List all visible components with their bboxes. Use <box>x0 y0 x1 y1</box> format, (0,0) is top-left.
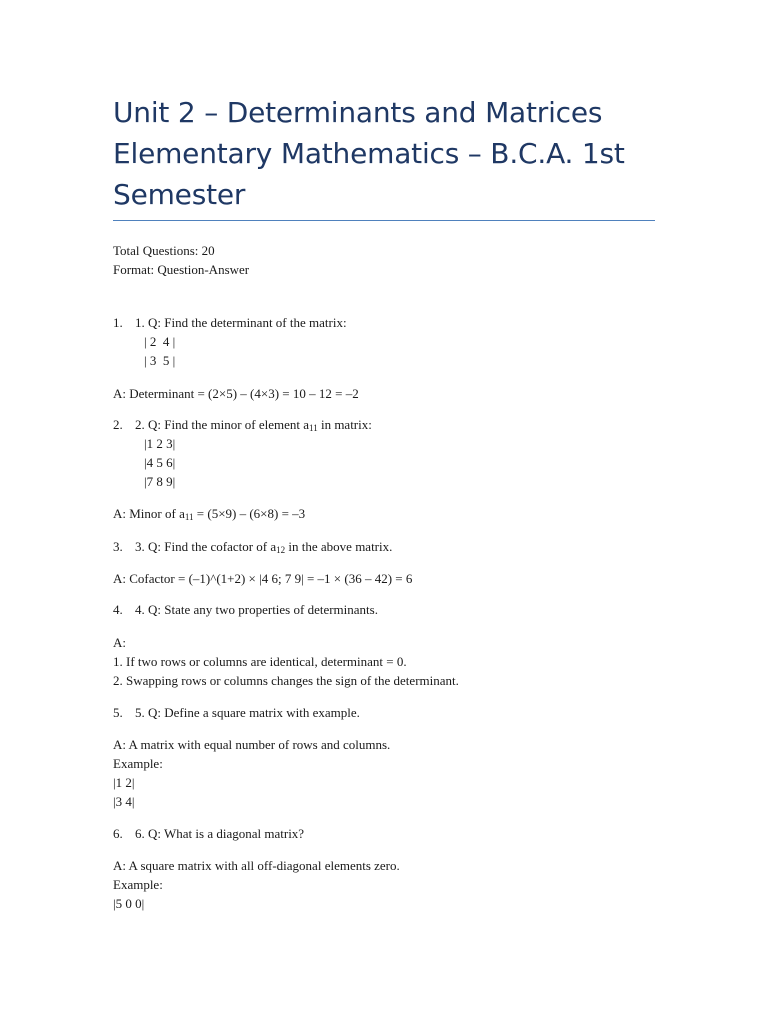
question-text: 1. Q: Find the determinant of the matrix: <box>135 315 347 330</box>
question-text <box>135 537 392 556</box>
matrix-row: |7 8 9| <box>144 474 176 489</box>
title-line-3: Semester <box>113 178 246 211</box>
title-divider <box>113 220 655 221</box>
question-1 <box>113 313 673 332</box>
question-text-part: in matrix: <box>317 417 372 432</box>
answer-text: 1. If two rows or columns are identical, determinant = 0. <box>113 654 407 669</box>
format-text: Format: Question-Answer <box>113 262 250 277</box>
answer-text-part: = (5×9) – (6×8) = –3 <box>193 506 306 521</box>
question-text-part: 3. Q: Find the cofactor of a <box>135 539 277 554</box>
subscript: 12 <box>276 545 286 555</box>
subscript: 11 <box>309 423 318 433</box>
answer-block-1 <box>113 384 673 403</box>
question-block-3 <box>113 537 673 556</box>
question-text-part: in the above matrix. <box>285 539 393 554</box>
question-number: 1. <box>113 315 123 330</box>
question-text: 5. Q: Define a square matrix with example. <box>135 705 360 720</box>
document-title <box>113 92 673 215</box>
question-number: 3. <box>113 539 123 554</box>
answer-block-6 <box>113 856 673 913</box>
matrix-row: |3 4| <box>113 794 135 809</box>
question-2 <box>113 415 673 434</box>
answer-block-2 <box>113 504 673 523</box>
question-3 <box>113 537 673 556</box>
answer-block-3 <box>113 569 673 588</box>
matrix-row: |1 2 3| <box>144 436 176 451</box>
question-5 <box>113 703 673 722</box>
question-block-5 <box>113 703 673 722</box>
answer-text <box>113 504 673 523</box>
question-block-4 <box>113 600 673 619</box>
answer-block-5 <box>113 735 673 811</box>
question-text-part: 2. Q: Find the minor of element a <box>135 417 310 432</box>
question-block-6 <box>113 824 673 843</box>
question-6 <box>113 824 673 843</box>
answer-text: A: Determinant = (2×5) – (4×3) = 10 – 12 = –2 <box>113 386 359 401</box>
question-number: 5. <box>113 705 123 720</box>
answer-text: A: A matrix with equal number of rows and columns. <box>113 737 391 752</box>
answer-text: A: A square matrix with all off-diagonal elements zero. <box>113 858 400 873</box>
total-questions-text: Total Questions: 20 <box>113 243 215 258</box>
matrix-row: | 3 5 | <box>144 353 176 368</box>
matrix-row: |5 0 0| <box>113 896 145 911</box>
matrix-row: |1 2| <box>113 775 135 790</box>
answer-text: 2. Swapping rows or columns changes the sign of the determinant. <box>113 673 459 688</box>
matrix-row: | 2 4 | <box>144 334 176 349</box>
question-number: 6. <box>113 826 123 841</box>
answer-text-part: A: Minor of a <box>113 506 185 521</box>
question-block-1 <box>113 313 673 370</box>
answer-text: A: Cofactor = (–1)^(1+2) × |4 6; 7 9| = –1 × (36 – 42) = 6 <box>113 571 413 586</box>
answer-text: Example: <box>113 756 163 771</box>
question-text <box>135 415 372 434</box>
question-number: 4. <box>113 602 123 617</box>
title-line-1: Unit 2 – Determinants and Matrices <box>113 96 603 129</box>
question-block-2 <box>113 415 673 491</box>
question-number: 2. <box>113 417 123 432</box>
question-text: 6. Q: What is a diagonal matrix? <box>135 826 305 841</box>
answer-text: Example: <box>113 877 163 892</box>
document-meta <box>113 241 249 279</box>
question-4 <box>113 600 673 619</box>
subscript: 11 <box>184 512 194 522</box>
question-text: 4. Q: State any two properties of determinants. <box>135 602 378 617</box>
answer-block-4 <box>113 633 673 690</box>
answer-text: A: <box>113 635 126 650</box>
matrix-row: |4 5 6| <box>144 455 176 470</box>
title-line-2: Elementary Mathematics – B.C.A. 1st <box>113 137 625 170</box>
